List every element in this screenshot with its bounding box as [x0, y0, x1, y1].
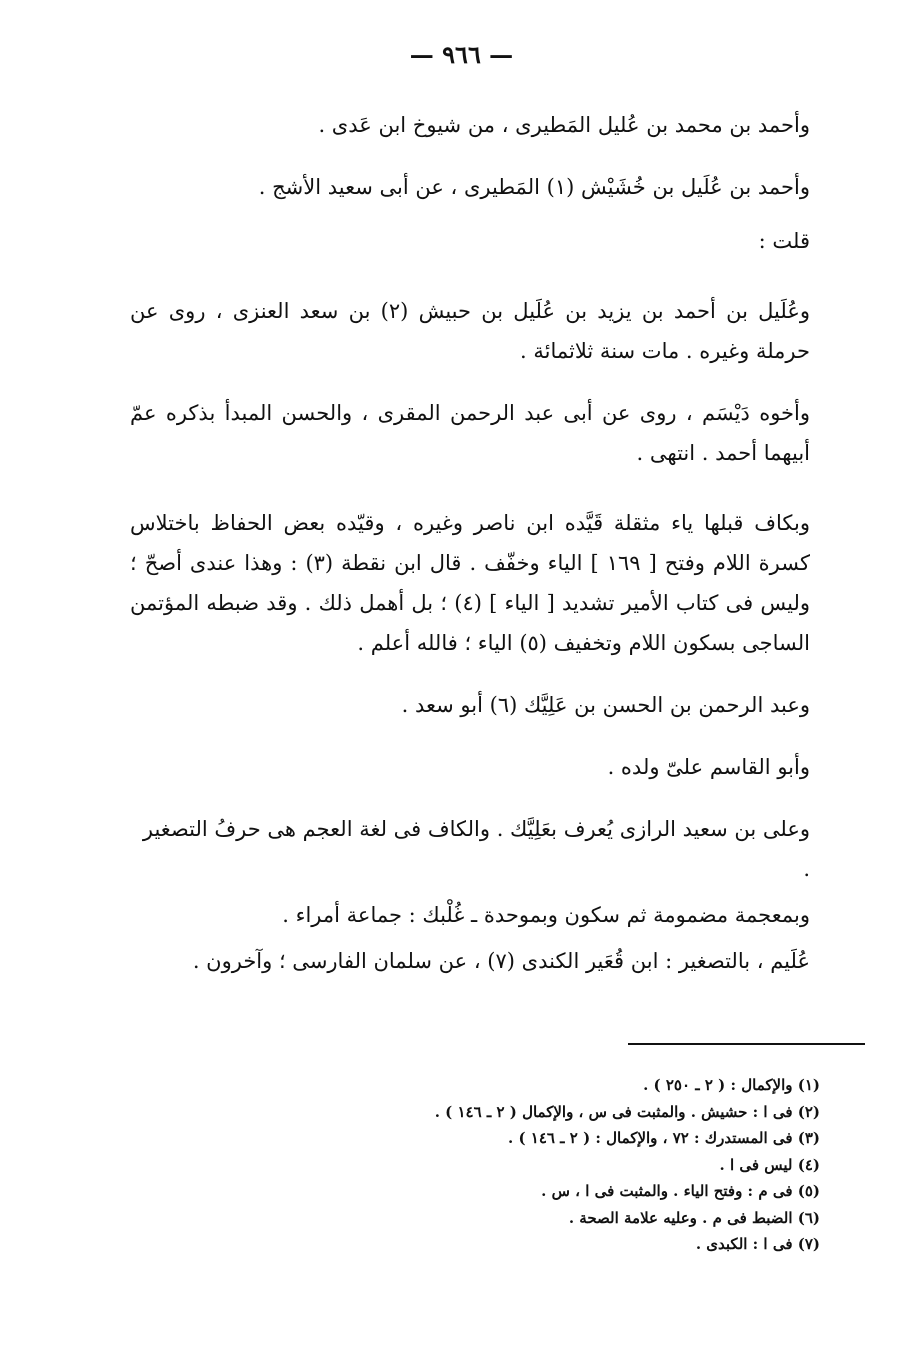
paragraph-8: وأبو القاسم علىّ ولده .: [607, 755, 810, 779]
footnote-6: (٦) الضبط فى م . وعليه علامة الصحة .: [568, 1208, 820, 1227]
paragraph-6: وبكاف قبلها ياء مثقلة قَيَّده ابن ناصر وغيره ، وقيّده بعض الحفاظ باختلاس كسرة اللام وفتح [ ١٦٩ ] الياء وخفّف . قال ابن نقطة (٣) : وهذا عندى أصحّ ؛ وليس فى كتاب الأمير تشديد [ الياء ] (٤) ؛ بل أهمل ذلك . وقد ضبطه المؤتمن الساجى بسكون اللام وتخفيف (٥) الياء ؛ فالله أعلم .: [130, 511, 810, 655]
paragraph-4: وعُلَيل بن أحمد بن يزيد بن عُلَيل بن حبيش (٢) بن سعد العنزى ، روى عن حرملة وغيره . مات سنة ثلاثمائة .: [130, 299, 811, 363]
page-number: — ٩٦٦ —: [409, 40, 514, 69]
paragraph-5: وأخوه دَيْسَم ، روى عن أبى عبد الرحمن المقرى ، والحسن المبدأ بذكره عمّ أبيهما أحمد . انتهى .: [130, 401, 810, 465]
footnote-2: (٢) فى ا : حشيش . والمثبت فى س ، والإكمال ( ٢ ـ ١٤٦ ) .: [434, 1102, 820, 1121]
footnote-divider: [628, 1043, 865, 1045]
main-text: [130, 105, 810, 981]
paragraph-7: وعبد الرحمن بن الحسن بن عَلِيَّك (٦) أبو سعد .: [401, 693, 810, 717]
footnote-4: (٤) ليس فى ا .: [719, 1155, 820, 1174]
footnote-3: (٣) فى المستدرك : ٧٢ ، والإكمال : ( ٢ ـ ١٤٦ ) .: [508, 1129, 820, 1147]
paragraph-10: وبمعجمة مضمومة ثم سكون وبموحدة ـ غُلْبك : جماعة أمراء .: [282, 903, 810, 927]
paragraph-11: عُلَيم ، بالتصغير : ابن قُعَير الكندى (٧) ، عن سلمان الفارسى ؛ وآخرون .: [192, 949, 810, 973]
footnote-1: (١) والإكمال : ( ٢ ـ ٢٥٠ ) .: [643, 1076, 820, 1094]
footnote-5: (٥) فى م : وفتح الياء . والمثبت فى ا ، س .: [541, 1182, 820, 1200]
footnotes: [360, 1072, 820, 1258]
paragraph-1: وأحمد بن محمد بن عُليل المَطيرى ، من شيوخ ابن عَدى .: [318, 113, 810, 137]
paragraph-3: قلت :: [758, 229, 810, 253]
paragraph-9: وعلى بن سعيد الرازى يُعرف بعَلِيَّك . والكاف فى لغة العجم هى حرفُ التصغير .: [142, 817, 810, 881]
footnote-7: (٧) فى ا : الكبدى .: [695, 1235, 820, 1253]
paragraph-2: وأحمد بن عُلَيل بن خُشَيْش (١) المَطيرى ، عن أبى سعيد الأشج .: [258, 175, 810, 199]
